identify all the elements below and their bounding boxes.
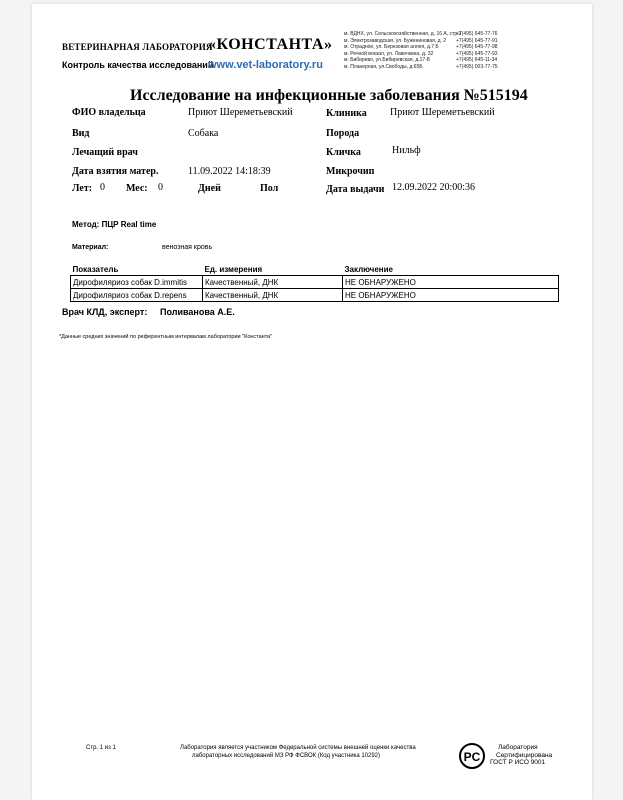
- fsvok-line: Лаборатория является участником Федеральной системы внешней оценки качества: [180, 745, 416, 751]
- footnote: *Данные средних значений по референтным интервалам лаборатории "Константа": [59, 334, 273, 340]
- table-header-row: [71, 264, 559, 276]
- sample-date-label: Дата взятия матер.: [72, 166, 159, 177]
- cert-line: ГОСТ Р ИСО 9001: [490, 759, 546, 766]
- owner-label: ФИО владельца: [72, 107, 146, 118]
- material-value: венозная кровь: [162, 244, 213, 251]
- phone-item: +7(495) 645-11-34: [456, 57, 498, 63]
- days-label: Дней: [198, 183, 221, 194]
- table-row: [71, 276, 559, 289]
- report-page: [32, 4, 592, 800]
- certification-note: [490, 744, 552, 767]
- report-title: Исследование на инфекционные заболевания №515194: [130, 87, 528, 104]
- sex-label: Пол: [260, 183, 279, 194]
- nickname-value: Нильф: [392, 145, 421, 156]
- page-number: Стр. 1 из 1: [86, 745, 116, 751]
- phone-item: +7(495) 645-77-76: [456, 31, 498, 37]
- gost-certification-icon: [458, 742, 488, 775]
- phone-list: [456, 31, 496, 70]
- lab-name: ВЕТЕРИНАРНАЯ ЛАБОРАТОРИЯ: [62, 42, 213, 52]
- cert-line: Лаборатория: [498, 744, 538, 751]
- address-item: м. Планерная, ул.Свободы, д.65Б: [344, 63, 423, 70]
- column-header: Заключение: [343, 264, 559, 276]
- breed-label: Порода: [326, 128, 360, 139]
- conclusion-cell: НЕ ОБНАРУЖЕНО: [343, 289, 559, 302]
- table-row: [71, 289, 559, 302]
- owner-value: Приют Шереметьевский: [188, 107, 293, 118]
- lab-subtitle: Контроль качества исследований: [62, 60, 214, 70]
- sample-date-value: 11.09.2022 14:18:39: [188, 166, 271, 177]
- column-header: Показатель: [71, 264, 203, 276]
- lab-brand: «КОНСТАНТА»: [208, 36, 333, 53]
- phone-item: +7(495) 645-77-98: [456, 44, 498, 50]
- clinic-label: Клиника: [326, 108, 367, 119]
- method-label: Метод: ПЦР Real time: [72, 220, 157, 229]
- years-value: 0: [100, 182, 105, 193]
- address-list: [344, 31, 461, 70]
- fsvok-line: лабораторных исследований МЗ РФ ФСВОК (Код участника 10292): [192, 753, 381, 759]
- conclusion-cell: НЕ ОБНАРУЖЕНО: [343, 276, 559, 289]
- address-item: м. Электрозаводская, ул. Бужениновая, д. 2: [344, 37, 447, 44]
- species-value: Собака: [188, 128, 219, 139]
- unit-cell: Качественный, ДНК: [203, 276, 343, 289]
- indicator-cell: Дирофиляриоз собак D.repens: [71, 289, 203, 302]
- phone-item: +7(495) 645-77-93: [456, 50, 498, 57]
- doctor-sign-label: Врач КЛД, эксперт:: [62, 307, 148, 317]
- address-item: м. Бибирево, ул.Бибиревская, д.17-Б: [344, 57, 431, 63]
- months-label: Мес:: [126, 183, 148, 194]
- years-label: Лет:: [72, 183, 93, 194]
- clinic-value: Приют Шереметьевский: [390, 107, 495, 118]
- address-item: м. ВДНХ, ул. Сельскохозяйственная, д. 16 А, стр.3: [344, 31, 462, 37]
- nickname-label: Кличка: [326, 147, 361, 158]
- svg-text:PC: PC: [463, 750, 481, 764]
- months-value: 0: [158, 182, 163, 193]
- doctor-label: Лечащий врач: [72, 147, 138, 158]
- cert-line: Сертифицирована: [496, 751, 553, 759]
- material-label: Материал:: [72, 244, 109, 251]
- address-item: м. Речной вокзал, ул. Лавочкина, д. 32: [344, 50, 434, 57]
- issue-date-label: Дата выдачи: [326, 184, 385, 195]
- phone-item: +7(495) 003-77-75: [456, 63, 498, 70]
- column-header: Ед. измерения: [203, 264, 343, 276]
- doctor-name: Поливанова А.Е.: [160, 307, 235, 317]
- fsvok-note: [180, 744, 416, 760]
- lab-website-link[interactable]: www.vet-laboratory.ru: [208, 59, 323, 71]
- unit-cell: Качественный, ДНК: [203, 289, 343, 302]
- microchip-label: Микрочип: [326, 166, 375, 177]
- address-item: м. Отрадное, ул. Березовая аллея, д.7 Б: [344, 44, 439, 50]
- phone-item: +7(495) 645-77-91: [456, 37, 498, 44]
- results-table: [70, 264, 559, 302]
- indicator-cell: Дирофиляриоз собак D.immitis: [71, 276, 203, 289]
- species-label: Вид: [72, 128, 90, 139]
- issue-date-value: 12.09.2022 20:00:36: [392, 182, 476, 193]
